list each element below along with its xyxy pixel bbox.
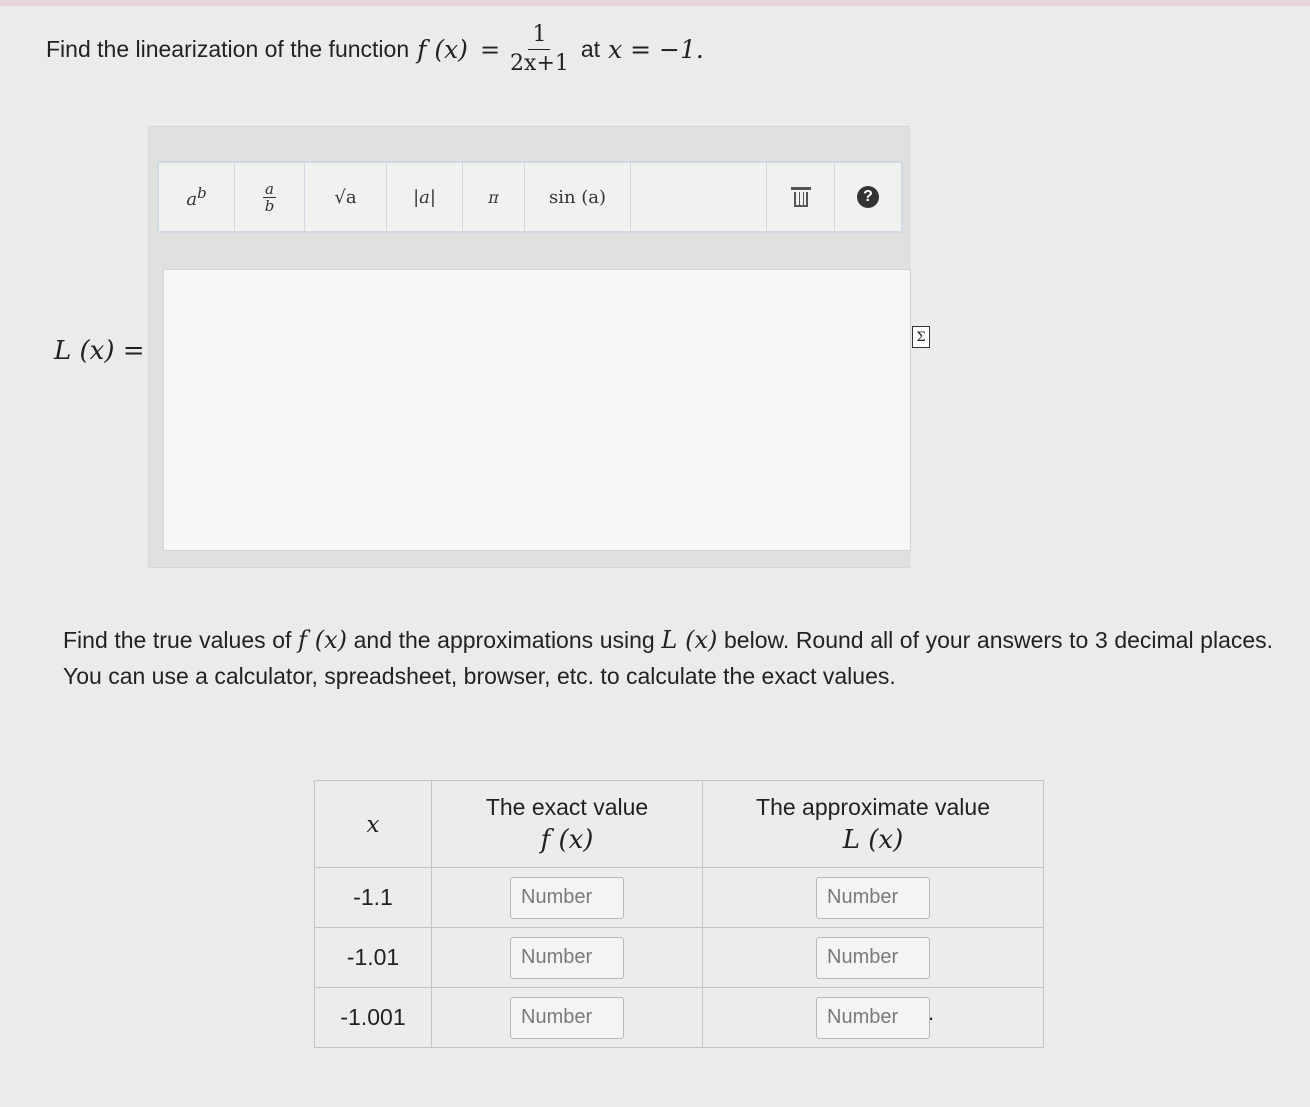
function-lhs: f (x) (417, 35, 468, 64)
sqrt-icon: √a (334, 186, 357, 208)
at-text: at (580, 36, 601, 62)
sqrt-button[interactable] (305, 163, 387, 231)
table-row (315, 928, 1044, 988)
evaluation-point: x = −1. (608, 35, 704, 64)
pi-icon: π (488, 187, 499, 207)
instructions-L: L (x) (661, 626, 718, 654)
exact-input-2[interactable] (510, 937, 624, 979)
values-table (314, 780, 1044, 1048)
x-value: -1.001 (315, 988, 432, 1048)
fraction-button[interactable] (235, 163, 305, 231)
trailing-period: . (928, 1000, 935, 1025)
table-row (315, 988, 1044, 1048)
power-icon: $a^b$ (186, 184, 207, 210)
toolbar-spacer (631, 163, 767, 231)
fraction-denominator: 2x+1 (510, 51, 569, 76)
header-x: x (315, 781, 432, 868)
instructions-text: Find the true values of f (x) and the approximations using L (x) below. Round all of your answers to 3 decimal places. You can use a calculator, spreadsheet, browser, etc. to calculate the exact values. (63, 626, 1274, 689)
x-value: -1.1 (315, 868, 432, 928)
question-text (46, 22, 704, 77)
table-row (315, 868, 1044, 928)
lx-label: L (x) = (54, 336, 145, 366)
exact-input-3[interactable] (510, 997, 624, 1039)
pi-button[interactable] (463, 163, 525, 231)
fraction-numerator: 1 (528, 22, 550, 50)
approx-input-1[interactable] (816, 877, 930, 919)
answer-input-area[interactable] (163, 269, 911, 551)
sin-button[interactable] (525, 163, 631, 231)
approx-cell (703, 868, 1044, 928)
fraction-icon: $\frac{a}{b}$ (264, 179, 275, 215)
math-toolbar (157, 161, 903, 233)
power-button[interactable] (159, 163, 235, 231)
approx-cell (703, 928, 1044, 988)
exact-cell (432, 928, 703, 988)
table-header-row (315, 781, 1044, 868)
math-editor (148, 126, 910, 568)
approx-cell (703, 988, 1044, 1048)
approx-input-3[interactable] (816, 997, 930, 1039)
header-exact: The exact value f (x) (432, 781, 703, 868)
sin-icon: sin (a) (548, 186, 607, 208)
sigma-icon[interactable]: Σ (912, 326, 930, 348)
abs-button[interactable] (387, 163, 463, 231)
header-approx: The approximate value L (x) (703, 781, 1044, 868)
exact-input-1[interactable] (510, 877, 624, 919)
approx-input-2[interactable] (816, 937, 930, 979)
help-button[interactable] (835, 163, 901, 231)
top-strip (0, 0, 1310, 6)
exact-cell (432, 988, 703, 1048)
trash-icon (793, 187, 809, 207)
help-icon: ? (857, 186, 879, 208)
function-fraction (510, 22, 569, 77)
exact-cell (432, 868, 703, 928)
clear-button[interactable] (767, 163, 835, 231)
equals-sign: = (479, 35, 501, 64)
abs-icon: |a| (413, 186, 436, 208)
x-value: -1.01 (315, 928, 432, 988)
question-prefix: Find the linearization of the function (46, 36, 410, 62)
instructions-f: f (x) (298, 626, 348, 654)
